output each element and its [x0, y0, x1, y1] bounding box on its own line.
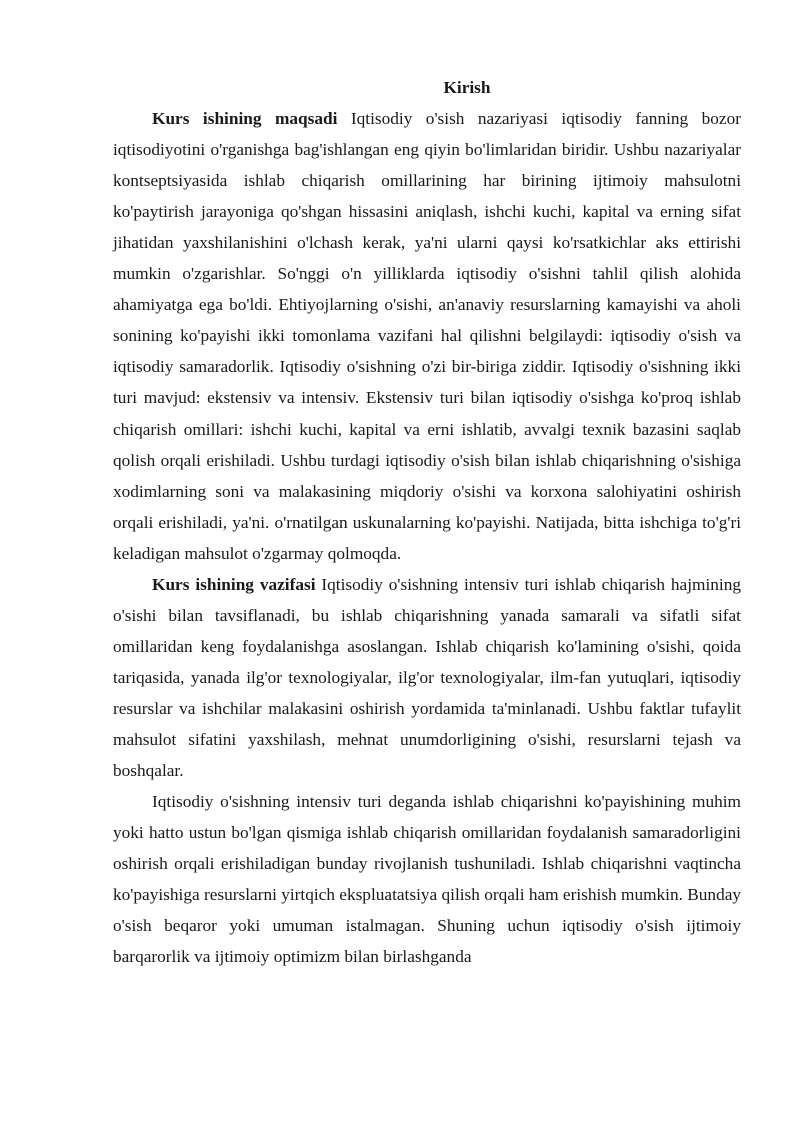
document-page	[113, 72, 741, 972]
paragraph-text: Iqtisodiy o'sishning intensiv turi ishlab chiqarish hajmining o'sishi bilan tavsiflanadi, bu ishlab chiqarishning yanada samarali va sifatli sifat omillaridan keng foydalanishga asoslangan. Ishlab chiqarish ko'lamining o'sishi, qoida tariqasida, yanada ilg'or texnologiyalar, ilg'or texnologiyalar, ilm-fan yutuqlari, iqtisodiy resurslar va ishchilar malakasini oshirish yordamida ta'minlanadi. Ushbu faktlar tufaylit mahsulot sifatini yaxshilash, mehnat unumdorligining o'sishi, resurslarni tejash va boshqalar.	[113, 574, 741, 781]
paragraph-text: Iqtisodiy o'sishning intensiv turi deganda ishlab chiqarishni ko'payishining muhim yoki hatto ustun bo'lgan qismiga ishlab chiqarish omillaridan foydalanish samaradorligini oshirish orqali erishiladigan bunday rivojlanish tushuniladi. Ishlab chiqarishni vaqtincha ko'payishiga resurslarni yirtqich ekspluatatsiya qilish orqali ham erishish mumkin. Bunday o'sish beqaror yoki umuman istalmagan. Shuning uchun iqtisodiy o'sish ijtimoiy barqarorlik va ijtimoiy optimizm bilan birlashganda	[113, 792, 742, 967]
section-title: Kirish	[443, 78, 491, 97]
paragraph-task	[113, 569, 741, 786]
paragraph-intensive	[113, 786, 741, 972]
paragraph-text: Iqtisodiy o'sish nazariyasi iqtisodiy fanning bozor iqtisodiyotini o'rganishga bag'ishlangan eng qiyin bo'limlaridan biridir. Ushbu nazariyalar kontseptsiyasida ishlab chiqarish omillarining har birining ijtimoiy mahsulotni ko'paytirish jarayoniga qo'shgan hissasini aniqlash, ishchi kuchi, kapital va erning sifat jihatidan yaxshilanishini o'lchash kerak, ya'ni ularni qaysi ko'rsatkichlar aks ettirishi mumkin o'zgarishlar. So'nggi o'n yilliklarda iqtisodiy o'sishni tahlil qilish alohida ahamiyatga ega bo'ldi. Ehtiyojlarning o'sishi, an'anaviy resurslarning kamayishi va aholi sonining ko'payishi ikki tomonlama vazifani hal qilishni belgilaydi: iqtisodiy o'sish va iqtisodiy samaradorlik. Iqtisodiy o'sishning o'zi bir-biriga ziddir. Iqtisodiy o'sishning ikki turi mavjud: ekstensiv va intensiv. Ekstensiv turi bilan iqtisodiy o'sishga ko'proq ishlab chiqarish omillari: ishchi kuchi, kapital va erni ishlatib, avvalgi texnik bazasini saqlab qolish orqali erishiladi. Ushbu turdagi iqtisodiy o'sish bilan ishlab chiqarishning o'sishiga xodimlarning soni va malakasining miqdoriy o'sishi va korxona salohiyatini oshirish orqali erishiladi, ya'ni. o'rnatilgan uskunalarning ko'payishi. Natijada, bitta ishchiga to'g'ri keladigan mahsulot o'zgarmay qolmoqda.	[113, 109, 741, 563]
paragraph-goal	[113, 103, 741, 569]
paragraph-lead: Kurs ishining vazifasi	[152, 574, 316, 594]
paragraph-lead: Kurs ishining maqsadi	[152, 109, 338, 129]
